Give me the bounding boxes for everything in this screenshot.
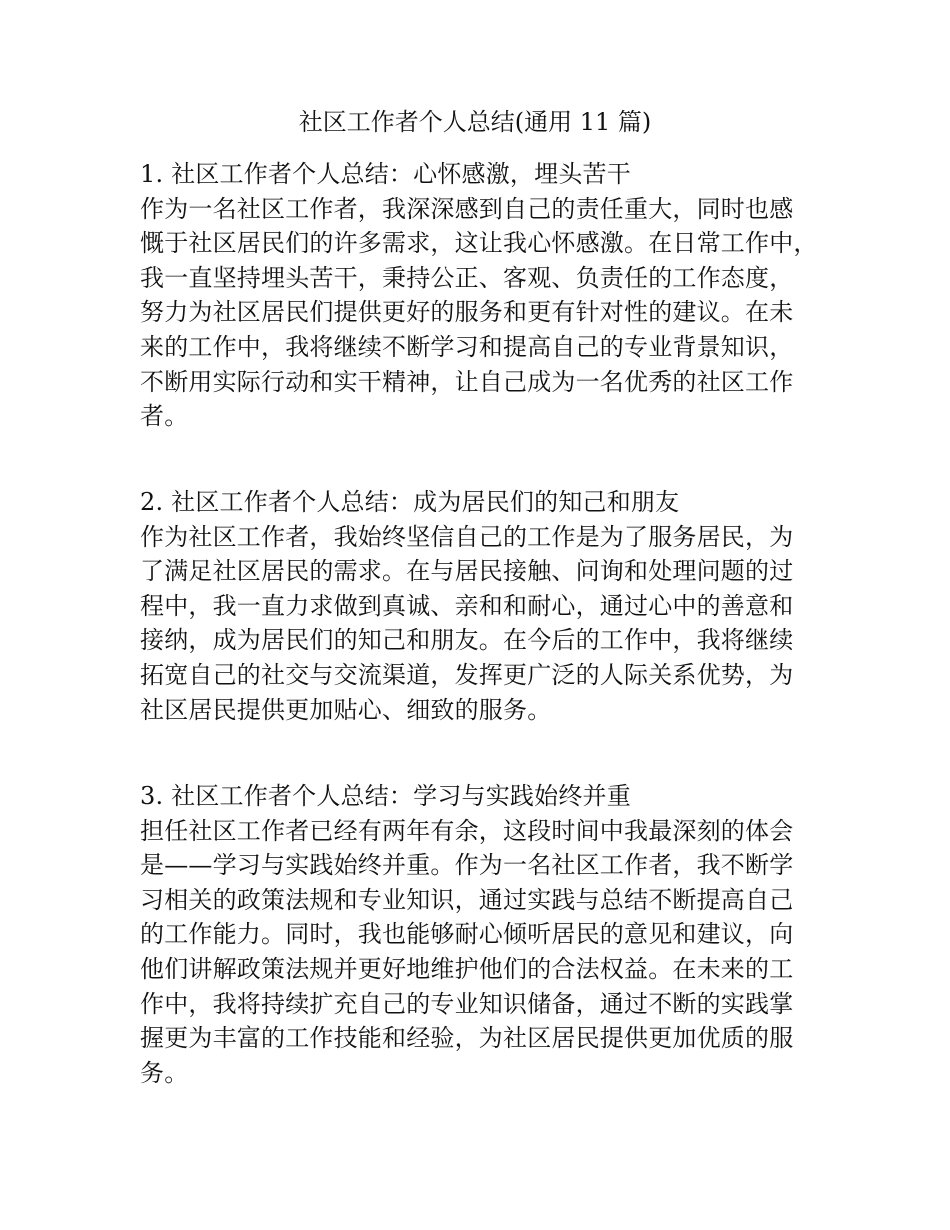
paragraph-line: 我一直坚持埋头苦干，秉持公正、客观、负责任的工作态度， — [140, 263, 794, 292]
paragraph-line: 务。 — [140, 1058, 189, 1087]
section-2 — [140, 485, 840, 727]
paragraph-line: 担任社区工作者已经有两年有余，这段时间中我最深刻的体会 — [140, 816, 794, 845]
paragraph-line: 了满足社区居民的需求。在与居民接触、问询和处理问题的过 — [140, 557, 794, 586]
paragraph-line: 是——学习与实践始终并重。作为一名社区工作者，我不断学 — [140, 851, 794, 880]
paragraph-line: 慨于社区居民们的许多需求，这让我心怀感激。在日常工作中， — [140, 229, 818, 258]
paragraph-line: 不断用实际行动和实干精神，让自己成为一名优秀的社区工作 — [140, 367, 794, 396]
document-title: 社区工作者个人总结(通用 11 篇) — [298, 108, 652, 136]
section-heading: 3. 社区工作者个人总结：学习与实践始终并重 — [140, 782, 631, 810]
section-1 — [140, 157, 840, 434]
paragraph-line: 努力为社区居民们提供更好的服务和更有针对性的建议。在未 — [140, 298, 794, 327]
paragraph-line: 程中，我一直力求做到真诚、亲和和耐心，通过心中的善意和 — [140, 591, 794, 620]
paragraph-line: 作为社区工作者，我始终坚信自己的工作是为了服务居民，为 — [140, 522, 794, 551]
section-3 — [140, 779, 840, 1090]
paragraph-line: 来的工作中，我将继续不断学习和提高自己的专业背景知识， — [140, 332, 794, 361]
paragraph-line: 握更为丰富的工作技能和经验，为社区居民提供更加优质的服 — [140, 1024, 794, 1053]
paragraph-line: 他们讲解政策法规并更好地维护他们的合法权益。在未来的工 — [140, 954, 794, 983]
paragraph-line: 者。 — [140, 402, 189, 431]
paragraph-line: 拓宽自己的社交与交流渠道，发挥更广泛的人际关系优势，为 — [140, 660, 794, 689]
paragraph-line: 接纳，成为居民们的知己和朋友。在今后的工作中，我将继续 — [140, 626, 794, 655]
paragraph-line: 的工作能力。同时，我也能够耐心倾听居民的意见和建议，向 — [140, 920, 794, 949]
paragraph-line: 社区居民提供更加贴心、细致的服务。 — [140, 695, 552, 724]
section-heading: 2. 社区工作者个人总结：成为居民们的知己和朋友 — [140, 488, 680, 516]
paragraph-line: 习相关的政策法规和专业知识，通过实践与总结不断提高自己 — [140, 885, 794, 914]
paragraph-line: 作中，我将持续扩充自己的专业知识储备，通过不断的实践掌 — [140, 989, 794, 1018]
paragraph-line: 作为一名社区工作者，我深深感到自己的责任重大，同时也感 — [140, 194, 794, 223]
section-heading: 1. 社区工作者个人总结：心怀感激，埋头苦干 — [140, 160, 631, 188]
